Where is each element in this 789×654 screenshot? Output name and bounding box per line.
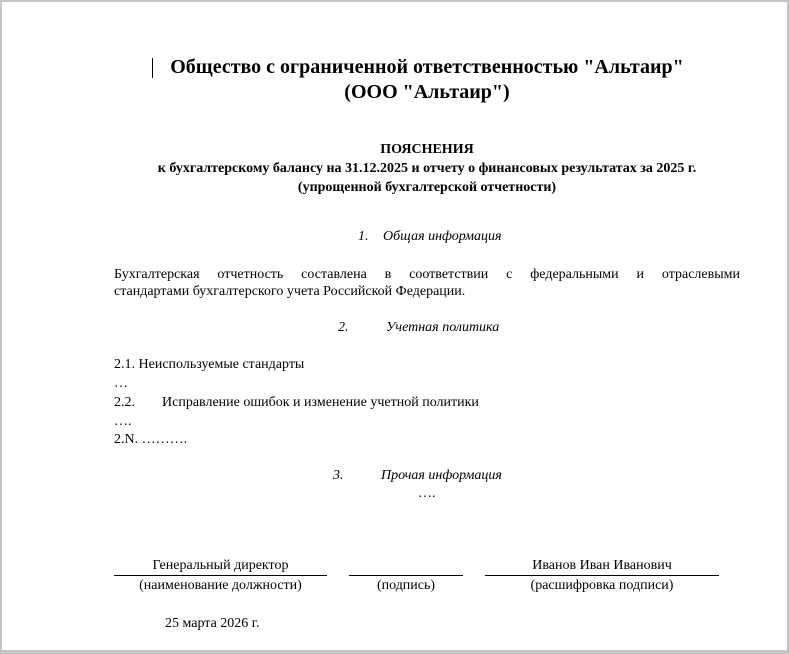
- section-1-title: Общая информация: [383, 229, 502, 244]
- signature-date: 25 марта 2026 г.: [165, 616, 260, 631]
- position-line: [114, 575, 327, 576]
- signature-caption: (подпись): [376, 578, 436, 593]
- other-dots: ….: [418, 486, 436, 501]
- policy-item-n: 2.N. ……….: [114, 432, 188, 447]
- policy-item-1: 2.1. Неиспользуемые стандарты: [114, 357, 305, 372]
- general-text: Бухгалтерская отчетность составлена в соответствии с федеральными и отраслевыми: [114, 267, 740, 282]
- name-caption: (расшифровка подписи): [530, 578, 674, 593]
- section-1-num: 1.: [358, 229, 369, 244]
- section-2-title: Учетная политика: [386, 320, 500, 335]
- section-3-num: 3.: [333, 468, 344, 483]
- policy-dots-2: ….: [114, 414, 132, 429]
- doc-title: ПОЯСНЕНИЯ: [380, 142, 474, 157]
- section-2-num: 2.: [338, 320, 349, 335]
- signature-line: [349, 575, 463, 576]
- policy-item-2-text: Исправление ошибок и изменение учетной политики: [162, 395, 479, 410]
- doc-subtitle-2: (упрощенной бухгалтерской отчетности): [297, 180, 557, 195]
- section-3-title: Прочая информация: [381, 468, 502, 483]
- signer-name: Иванов Иван Иванович: [532, 558, 672, 573]
- org-full-name: Общество с ограниченной ответственностью "Альтаир": [170, 56, 684, 78]
- name-line: [485, 575, 719, 576]
- doc-subtitle: к бухгалтерскому балансу на 31.12.2025 и отчету о финансовых результатах за 2025 г.: [157, 161, 697, 176]
- policy-item-2-num: 2.2.: [114, 395, 135, 410]
- org-short-name: (ООО "Альтаир"): [344, 81, 510, 103]
- policy-dots-1: …: [114, 376, 128, 391]
- general-text-2: стандартами бухгалтерского учета Российской Федерации.: [114, 284, 466, 299]
- position-caption: (наименование должности): [139, 578, 302, 593]
- signer-position: Генеральный директор: [152, 558, 289, 573]
